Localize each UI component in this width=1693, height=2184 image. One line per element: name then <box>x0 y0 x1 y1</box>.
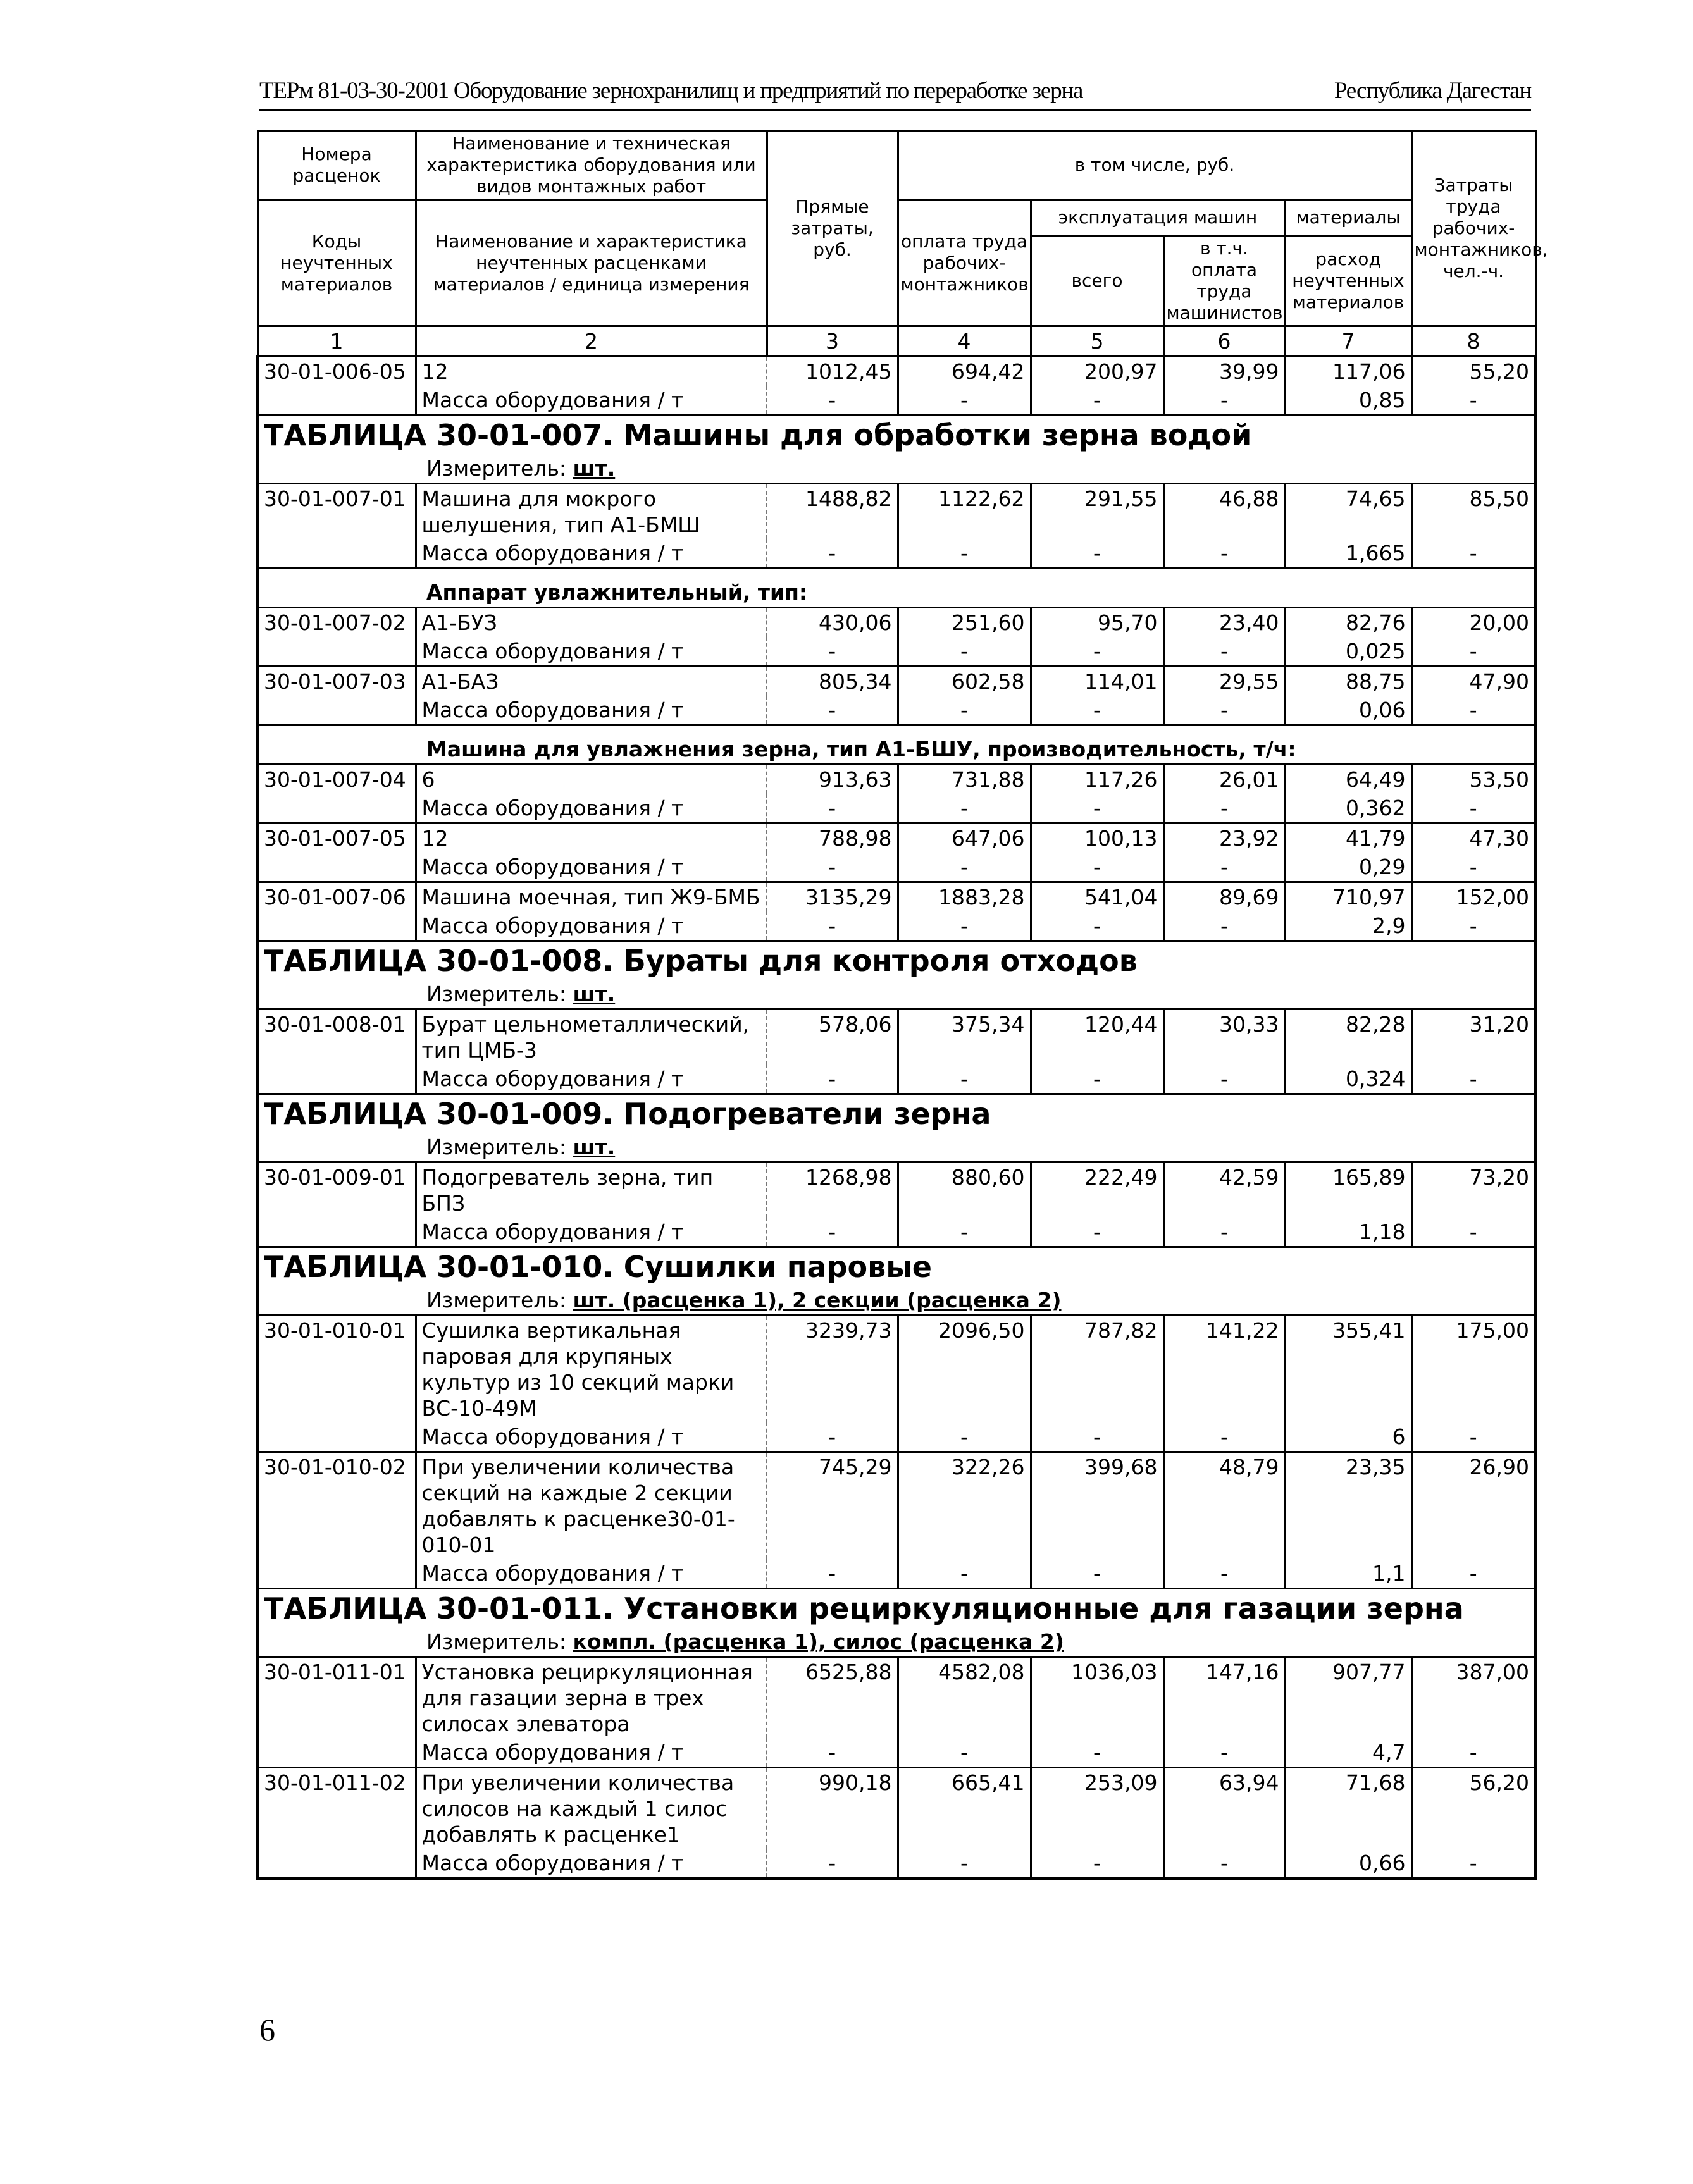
dash: - <box>1163 911 1285 941</box>
measure-label: Измеритель: <box>426 1135 567 1159</box>
dash: - <box>1031 1218 1163 1247</box>
dash: - <box>1031 1738 1163 1768</box>
materials: 82,28 <box>1285 1009 1411 1065</box>
machines-total: 253,09 <box>1031 1768 1163 1849</box>
mass-row <box>257 696 1535 725</box>
machinist-wages: 63,94 <box>1163 1768 1285 1849</box>
labor: 85,50 <box>1411 484 1535 540</box>
measure-row <box>257 1133 1535 1163</box>
table-row <box>257 608 1535 638</box>
mass-label: Масса оборудования / т <box>416 853 767 882</box>
dash: - <box>1163 386 1285 416</box>
wages: 375,34 <box>898 1009 1031 1065</box>
dash: - <box>767 911 898 941</box>
direct-cost: 3135,29 <box>767 882 898 912</box>
dash: - <box>1163 1064 1285 1094</box>
dash: - <box>767 1849 898 1879</box>
measure-label: Измеритель: <box>426 982 567 1006</box>
col-labor-header: Затраты труда рабочих-монтажников, чел.-ч. <box>1411 131 1535 326</box>
dash: - <box>898 1422 1031 1452</box>
mass-row <box>257 1849 1535 1879</box>
materials: 23,35 <box>1285 1452 1411 1560</box>
dash: - <box>1031 1559 1163 1589</box>
col-name-header: Наименование и техническая характеристика оборудования или видов монтажных работ <box>416 131 767 200</box>
materials: 64,49 <box>1285 765 1411 794</box>
table-row <box>257 1768 1535 1849</box>
dash: - <box>1031 637 1163 667</box>
col-number: 4 <box>898 326 1031 357</box>
mass-value: 0,29 <box>1285 853 1411 882</box>
materials: 355,41 <box>1285 1316 1411 1423</box>
page-number: 6 <box>259 2012 275 2047</box>
table-row <box>257 1009 1535 1065</box>
rate-code: 30-01-010-02 <box>257 1452 416 1560</box>
col-number: 6 <box>1163 326 1285 357</box>
running-header <box>259 77 1531 109</box>
materials: 165,89 <box>1285 1163 1411 1218</box>
machinist-wages: 29,55 <box>1163 667 1285 696</box>
table-row <box>257 1163 1535 1218</box>
machines-total: 200,97 <box>1031 357 1163 386</box>
mass-value: 0,85 <box>1285 386 1411 416</box>
rate-code: 30-01-011-01 <box>257 1657 416 1739</box>
dash: - <box>767 1422 898 1452</box>
mass-row <box>257 1064 1535 1094</box>
table-row <box>257 882 1535 912</box>
col-number: 3 <box>767 326 898 357</box>
dash: - <box>1031 794 1163 824</box>
mass-label: Масса оборудования / т <box>416 911 767 941</box>
empty-cell <box>257 1738 416 1768</box>
empty-cell <box>257 1218 416 1247</box>
mass-label: Масса оборудования / т <box>416 539 767 569</box>
rate-code: 30-01-010-01 <box>257 1316 416 1423</box>
table-row <box>257 1316 1535 1423</box>
measure <box>257 1133 1535 1163</box>
mass-label: Масса оборудования / т <box>416 1559 767 1589</box>
labor: 73,20 <box>1411 1163 1535 1218</box>
direct-cost: 805,34 <box>767 667 898 696</box>
mass-value: 0,06 <box>1285 696 1411 725</box>
dash: - <box>898 911 1031 941</box>
rate-code: 30-01-007-04 <box>257 765 416 794</box>
table-head <box>257 131 1548 357</box>
dash: - <box>1411 1064 1535 1094</box>
table-row <box>257 824 1535 853</box>
mass-row <box>257 911 1535 941</box>
labor: 53,50 <box>1411 765 1535 794</box>
rate-name: 6 <box>416 765 767 794</box>
measure-row <box>257 980 1535 1009</box>
mass-label: Масса оборудования / т <box>416 1218 767 1247</box>
rate-code: 30-01-009-01 <box>257 1163 416 1218</box>
dash: - <box>898 637 1031 667</box>
table-title-row <box>257 1094 1535 1133</box>
dash: - <box>1411 1738 1535 1768</box>
dash: - <box>898 794 1031 824</box>
dash: - <box>1031 1064 1163 1094</box>
dash: - <box>898 386 1031 416</box>
mass-label: Масса оборудования / т <box>416 1849 767 1879</box>
dash: - <box>767 637 898 667</box>
rate-code: 30-01-008-01 <box>257 1009 416 1065</box>
dash: - <box>1163 1559 1285 1589</box>
mass-value: 4,7 <box>1285 1738 1411 1768</box>
empty-cell <box>257 794 416 824</box>
mass-value: 1,18 <box>1285 1218 1411 1247</box>
mass-row <box>257 1738 1535 1768</box>
mass-value: 2,9 <box>1285 911 1411 941</box>
dash: - <box>1031 539 1163 569</box>
empty-cell <box>257 1422 416 1452</box>
wages: 4582,08 <box>898 1657 1031 1739</box>
dash: - <box>1411 386 1535 416</box>
machines-total: 100,13 <box>1031 824 1163 853</box>
rate-code: 30-01-007-02 <box>257 608 416 638</box>
wages: 665,41 <box>898 1768 1031 1849</box>
measure-unit: шт. (расценка 1), 2 секции (расценка 2) <box>573 1288 1062 1312</box>
measure-unit: шт. <box>573 1135 616 1159</box>
table-title: ТАБЛИЦА 30-01-007. Машины для обработки зерна водой <box>257 416 1535 455</box>
header-rule <box>259 109 1531 111</box>
subheading-row <box>257 725 1535 765</box>
machinist-wages: 26,01 <box>1163 765 1285 794</box>
mass-value: 0,66 <box>1285 1849 1411 1879</box>
dash: - <box>1411 794 1535 824</box>
direct-cost: 745,29 <box>767 1452 898 1560</box>
col-number: 5 <box>1031 326 1163 357</box>
wages: 731,88 <box>898 765 1031 794</box>
labor: 56,20 <box>1411 1768 1535 1849</box>
mass-label: Масса оборудования / т <box>416 637 767 667</box>
dash: - <box>898 1849 1031 1879</box>
mass-value: 0,324 <box>1285 1064 1411 1094</box>
machines-total: 120,44 <box>1031 1009 1163 1065</box>
rate-name: При увеличении количества секций на каждые 2 секции добавлять к расценке30-01-010-01 <box>416 1452 767 1560</box>
direct-cost: 990,18 <box>767 1768 898 1849</box>
machines-total: 399,68 <box>1031 1452 1163 1560</box>
dash: - <box>898 696 1031 725</box>
table-row <box>257 765 1535 794</box>
machines-total: 291,55 <box>1031 484 1163 540</box>
col-number: 2 <box>416 326 767 357</box>
labor: 387,00 <box>1411 1657 1535 1739</box>
measure-row <box>257 1286 1535 1316</box>
direct-cost: 578,06 <box>767 1009 898 1065</box>
col-number: 7 <box>1285 326 1411 357</box>
direct-cost: 1488,82 <box>767 484 898 540</box>
measure-row <box>257 454 1535 484</box>
direct-cost: 1268,98 <box>767 1163 898 1218</box>
materials: 710,97 <box>1285 882 1411 912</box>
wages: 1122,62 <box>898 484 1031 540</box>
wages: 694,42 <box>898 357 1031 386</box>
dash: - <box>1163 1849 1285 1879</box>
dash: - <box>1031 853 1163 882</box>
dash: - <box>767 539 898 569</box>
materials: 41,79 <box>1285 824 1411 853</box>
rate-code: 30-01-007-06 <box>257 882 416 912</box>
materials: 907,77 <box>1285 1657 1411 1739</box>
table-row <box>257 357 1535 386</box>
dash: - <box>1411 696 1535 725</box>
dash: - <box>1411 1422 1535 1452</box>
materials: 74,65 <box>1285 484 1411 540</box>
wages: 322,26 <box>898 1452 1031 1560</box>
direct-cost: 913,63 <box>767 765 898 794</box>
wages: 2096,50 <box>898 1316 1031 1423</box>
dash: - <box>767 696 898 725</box>
col-number: 8 <box>1411 326 1535 357</box>
mass-value: 6 <box>1285 1422 1411 1452</box>
dash: - <box>767 386 898 416</box>
header-title: ТЕРм 81-03-30-2001 Оборудование зернохранилищ и предприятий по переработке зерна <box>259 78 1083 104</box>
mass-label: Масса оборудования / т <box>416 794 767 824</box>
materials: 82,76 <box>1285 608 1411 638</box>
table-title-row <box>257 1247 1535 1286</box>
dash: - <box>1163 696 1285 725</box>
col-material-usage-header: расход неучтенных материалов <box>1285 236 1411 326</box>
dash: - <box>767 1064 898 1094</box>
rate-code: 30-01-007-01 <box>257 484 416 540</box>
dash: - <box>1163 637 1285 667</box>
empty-cell <box>257 1559 416 1589</box>
machines-total: 541,04 <box>1031 882 1163 912</box>
labor: 175,00 <box>1411 1316 1535 1423</box>
dash: - <box>898 1559 1031 1589</box>
mass-row <box>257 1422 1535 1452</box>
col-material-name-header: Наименование и характеристика неучтенных расценками материалов / единица измерения <box>416 200 767 326</box>
wages: 880,60 <box>898 1163 1031 1218</box>
col-machines-header: эксплуатация машин <box>1031 200 1285 236</box>
dash: - <box>898 539 1031 569</box>
dash: - <box>1163 539 1285 569</box>
dash: - <box>898 1218 1031 1247</box>
table-row <box>257 667 1535 696</box>
labor: 20,00 <box>1411 608 1535 638</box>
col-group-header: в том числе, руб. <box>898 131 1411 200</box>
machines-total: 1036,03 <box>1031 1657 1163 1739</box>
rate-code: 30-01-006-05 <box>257 357 416 386</box>
mass-row <box>257 853 1535 882</box>
rate-name: Установка рециркуляционная для газации зерна в трех силосах элеватора <box>416 1657 767 1739</box>
mass-value: 1,665 <box>1285 539 1411 569</box>
mass-value: 0,362 <box>1285 794 1411 824</box>
rate-name: Бурат цельнометаллический, тип ЦМБ-3 <box>416 1009 767 1065</box>
col-codes-header: Номера расценок <box>257 131 416 200</box>
table-title-row <box>257 416 1535 455</box>
rate-code: 30-01-007-05 <box>257 824 416 853</box>
machinist-wages: 147,16 <box>1163 1657 1285 1739</box>
machinist-wages: 23,92 <box>1163 824 1285 853</box>
rate-name: А1-БУЗ <box>416 608 767 638</box>
dash: - <box>1163 794 1285 824</box>
direct-cost: 3239,73 <box>767 1316 898 1423</box>
machinist-wages: 39,99 <box>1163 357 1285 386</box>
empty-cell <box>257 1849 416 1879</box>
dash: - <box>767 794 898 824</box>
measure <box>257 980 1535 1009</box>
dash: - <box>1411 1559 1535 1589</box>
wages: 251,60 <box>898 608 1031 638</box>
machinist-wages: 48,79 <box>1163 1452 1285 1560</box>
dash: - <box>1411 1218 1535 1247</box>
labor: 47,30 <box>1411 824 1535 853</box>
dash: - <box>1411 1849 1535 1879</box>
table-row <box>257 484 1535 540</box>
rate-name: Машина моечная, тип Ж9-БМБ <box>416 882 767 912</box>
labor: 47,90 <box>1411 667 1535 696</box>
mass-row <box>257 1559 1535 1589</box>
wages: 647,06 <box>898 824 1031 853</box>
rate-name: А1-БАЗ <box>416 667 767 696</box>
machines-total: 117,26 <box>1031 765 1163 794</box>
table-title: ТАБЛИЦА 30-01-008. Бураты для контроля отходов <box>257 941 1535 980</box>
machines-total: 787,82 <box>1031 1316 1163 1423</box>
machinist-wages: 141,22 <box>1163 1316 1285 1423</box>
dash: - <box>898 853 1031 882</box>
direct-cost: 1012,45 <box>767 357 898 386</box>
machines-total: 222,49 <box>1031 1163 1163 1218</box>
measure <box>257 1286 1535 1316</box>
mass-row <box>257 637 1535 667</box>
machinist-wages: 42,59 <box>1163 1163 1285 1218</box>
labor: 152,00 <box>1411 882 1535 912</box>
column-numbers-row <box>257 326 1535 357</box>
table-title: ТАБЛИЦА 30-01-011. Установки рециркуляционные для газации зерна <box>257 1589 1535 1628</box>
measure-unit: шт. <box>573 456 616 481</box>
measure <box>257 1627 1535 1657</box>
measure <box>257 454 1535 484</box>
dash: - <box>767 1738 898 1768</box>
subheading-row <box>257 569 1535 608</box>
dash: - <box>1031 911 1163 941</box>
empty-cell <box>257 1064 416 1094</box>
header-region: Республика Дагестан <box>1334 78 1531 104</box>
rate-name: Сушилка вертикальная паровая для крупяных культур из 10 секций марки ВС-10-49М <box>416 1316 767 1423</box>
mass-label: Масса оборудования / т <box>416 386 767 416</box>
dash: - <box>1031 386 1163 416</box>
materials: 117,06 <box>1285 357 1411 386</box>
col-wages-header: оплата труда рабочих-монтажников <box>898 200 1031 326</box>
empty-cell <box>257 853 416 882</box>
table-row <box>257 1452 1535 1560</box>
col-materials-header: материалы <box>1285 200 1411 236</box>
dash: - <box>1411 911 1535 941</box>
machinist-wages: 46,88 <box>1163 484 1285 540</box>
dash: - <box>767 1218 898 1247</box>
table-body <box>257 357 1535 1879</box>
materials: 71,68 <box>1285 1768 1411 1849</box>
mass-value: 0,025 <box>1285 637 1411 667</box>
rate-code: 30-01-011-02 <box>257 1768 416 1849</box>
direct-cost: 788,98 <box>767 824 898 853</box>
machinist-wages: 23,40 <box>1163 608 1285 638</box>
materials: 88,75 <box>1285 667 1411 696</box>
subheading: Аппарат увлажнительный, тип: <box>257 569 1535 608</box>
subheading: Машина для увлажнения зерна, тип А1-БШУ, производительность, т/ч: <box>257 725 1535 765</box>
dash: - <box>1031 696 1163 725</box>
rate-name: 12 <box>416 357 767 386</box>
mass-label: Масса оборудования / т <box>416 1064 767 1094</box>
dash: - <box>898 1738 1031 1768</box>
table-title: ТАБЛИЦА 30-01-010. Сушилки паровые <box>257 1247 1535 1286</box>
labor: 26,90 <box>1411 1452 1535 1560</box>
mass-value: 1,1 <box>1285 1559 1411 1589</box>
rate-name: Подогреватель зерна, тип БПЗ <box>416 1163 767 1218</box>
machines-total: 114,01 <box>1031 667 1163 696</box>
dash: - <box>767 1559 898 1589</box>
measure-unit: шт. <box>573 982 616 1006</box>
table-title-row <box>257 1589 1535 1628</box>
empty-cell <box>257 911 416 941</box>
empty-cell <box>257 637 416 667</box>
dash: - <box>1411 853 1535 882</box>
col-machines-total-header: всего <box>1031 236 1163 326</box>
direct-cost: 6525,88 <box>767 1657 898 1739</box>
dash: - <box>1411 637 1535 667</box>
empty-cell <box>257 696 416 725</box>
dash: - <box>1163 1738 1285 1768</box>
measure-label: Измеритель: <box>426 456 567 481</box>
measure-row <box>257 1627 1535 1657</box>
mass-row <box>257 539 1535 569</box>
wages: 1883,28 <box>898 882 1031 912</box>
measure-label: Измеритель: <box>426 1288 567 1312</box>
table-title-row <box>257 941 1535 980</box>
table-row <box>257 1657 1535 1739</box>
dash: - <box>1163 1218 1285 1247</box>
measure-unit: компл. (расценка 1), силос (расценка 2) <box>573 1629 1064 1654</box>
mass-label: Масса оборудования / т <box>416 1738 767 1768</box>
mass-label: Масса оборудования / т <box>416 1422 767 1452</box>
dash: - <box>898 1064 1031 1094</box>
labor: 55,20 <box>1411 357 1535 386</box>
labor: 31,20 <box>1411 1009 1535 1065</box>
wages: 602,58 <box>898 667 1031 696</box>
machinist-wages: 30,33 <box>1163 1009 1285 1065</box>
col-material-codes-header: Коды неучтенных материалов <box>257 200 416 326</box>
mass-row <box>257 386 1535 416</box>
machinist-wages: 89,69 <box>1163 882 1285 912</box>
rate-code: 30-01-007-03 <box>257 667 416 696</box>
dash: - <box>767 853 898 882</box>
price-table <box>256 130 1548 1880</box>
measure-label: Измеритель: <box>426 1629 567 1654</box>
dash: - <box>1163 853 1285 882</box>
col-direct-cost-header: Прямые затраты, руб. <box>767 131 898 326</box>
dash: - <box>1031 1849 1163 1879</box>
rate-name: Машина для мокрого шелушения, тип А1-БМШ <box>416 484 767 540</box>
col-machinist-wages-header: в т.ч. оплата труда машинистов <box>1163 236 1285 326</box>
rate-name: 12 <box>416 824 767 853</box>
dash: - <box>1163 1422 1285 1452</box>
mass-row <box>257 1218 1535 1247</box>
empty-cell <box>257 539 416 569</box>
dash: - <box>1411 539 1535 569</box>
col-number: 1 <box>257 326 416 357</box>
mass-label: Масса оборудования / т <box>416 696 767 725</box>
dash: - <box>1031 1422 1163 1452</box>
rate-name: При увеличении количества силосов на каждый 1 силос добавлять к расценке1 <box>416 1768 767 1849</box>
mass-row <box>257 794 1535 824</box>
machines-total: 95,70 <box>1031 608 1163 638</box>
direct-cost: 430,06 <box>767 608 898 638</box>
table-title: ТАБЛИЦА 30-01-009. Подогреватели зерна <box>257 1094 1535 1133</box>
